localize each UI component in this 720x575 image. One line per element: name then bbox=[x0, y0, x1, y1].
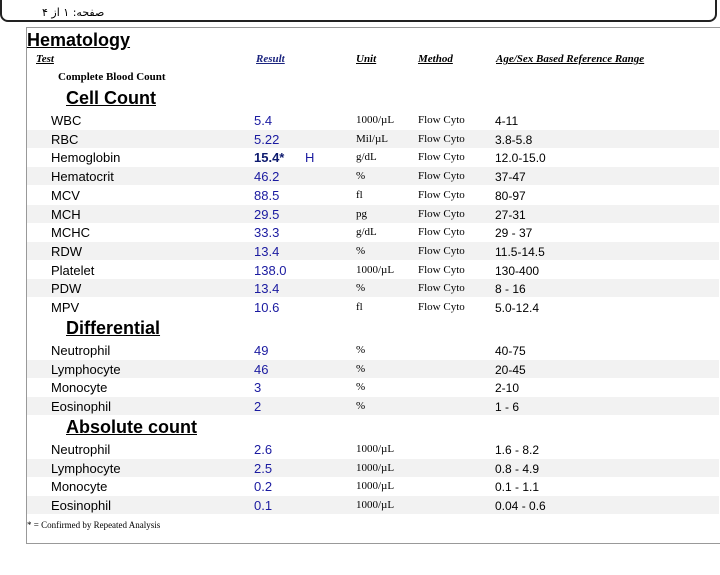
test-result: 5.4 bbox=[254, 113, 273, 128]
table-row bbox=[27, 459, 719, 477]
test-unit: 1000/µL bbox=[356, 114, 395, 126]
test-unit: fl bbox=[356, 188, 363, 201]
test-result: 2.5 bbox=[254, 460, 273, 476]
test-name: WBC bbox=[51, 113, 82, 128]
test-result: 49 bbox=[254, 343, 269, 358]
test-method: Flow Cyto bbox=[418, 226, 465, 239]
test-name: Monocyte bbox=[51, 479, 108, 495]
test-name: Hematocrit bbox=[51, 169, 114, 185]
test-unit: fl bbox=[356, 301, 363, 313]
reference-range: 29 - 37 bbox=[495, 226, 533, 241]
reference-range: 27-31 bbox=[495, 207, 526, 222]
reference-range: 40-75 bbox=[495, 344, 526, 358]
test-method: Flow Cyto bbox=[418, 301, 465, 313]
test-result: 10.6 bbox=[254, 300, 280, 315]
test-unit: % bbox=[356, 282, 366, 295]
table-row bbox=[27, 167, 719, 185]
table-row bbox=[27, 496, 719, 514]
abnormal-flag: H bbox=[305, 150, 315, 166]
test-unit: % bbox=[356, 400, 366, 413]
table-row bbox=[27, 242, 719, 260]
test-name: Eosinophil bbox=[51, 399, 111, 415]
test-result: 0.1 bbox=[254, 498, 273, 514]
reference-range: 2-10 bbox=[495, 381, 520, 396]
test-unit: % bbox=[356, 344, 366, 356]
test-result: 88.5 bbox=[254, 187, 280, 203]
table-row bbox=[27, 261, 719, 279]
table-row bbox=[27, 205, 719, 223]
section-heading: Cell Count bbox=[66, 88, 156, 108]
test-name: Hemoglobin bbox=[51, 150, 121, 166]
test-unit: 1000/µL bbox=[356, 480, 395, 493]
reference-range: 0.8 - 4.9 bbox=[495, 461, 540, 476]
table-row bbox=[27, 298, 719, 316]
header-method: Method bbox=[418, 53, 453, 65]
test-method: Flow Cyto bbox=[418, 132, 465, 145]
test-method: Flow Cyto bbox=[418, 282, 465, 295]
header-unit: Unit bbox=[356, 53, 377, 65]
table-row bbox=[27, 440, 719, 458]
test-unit: % bbox=[356, 244, 366, 257]
table-row bbox=[27, 397, 719, 415]
test-result: 138.0 bbox=[254, 262, 287, 278]
table-row bbox=[27, 360, 719, 378]
reference-range: 80-97 bbox=[495, 188, 526, 203]
test-name: Lymphocyte bbox=[51, 361, 121, 377]
reference-range: 8 - 16 bbox=[495, 282, 526, 297]
test-name: RBC bbox=[51, 131, 79, 147]
section-heading: Absolute count bbox=[66, 417, 197, 437]
test-result: 46.2 bbox=[254, 169, 280, 185]
report-title: Hematology bbox=[27, 30, 131, 50]
table-row bbox=[27, 477, 719, 495]
test-name: RDW bbox=[51, 243, 83, 259]
reference-range: 5.0-12.4 bbox=[495, 301, 540, 315]
table-row bbox=[27, 279, 719, 297]
section-heading: Differential bbox=[66, 318, 161, 338]
test-result: 13.4 bbox=[254, 281, 280, 297]
reference-range: 37-47 bbox=[495, 170, 526, 185]
test-result: 29.5 bbox=[254, 206, 280, 222]
table-row bbox=[27, 223, 719, 241]
panel-name: Complete Blood Count bbox=[58, 71, 166, 83]
test-method: Flow Cyto bbox=[418, 170, 465, 183]
test-method: Flow Cyto bbox=[418, 207, 465, 220]
test-name: MCHC bbox=[51, 225, 90, 241]
top-frame bbox=[0, 0, 717, 22]
reference-range: 1 - 6 bbox=[495, 400, 520, 415]
table-row bbox=[27, 186, 719, 204]
test-unit: 1000/µL bbox=[356, 443, 395, 455]
test-result: 3 bbox=[254, 380, 262, 396]
test-unit: % bbox=[356, 362, 366, 375]
test-unit: Mil/µL bbox=[356, 132, 389, 145]
test-unit: 1000/µL bbox=[356, 499, 395, 512]
table-row bbox=[27, 378, 719, 396]
test-method: Flow Cyto bbox=[418, 151, 465, 164]
reference-range: 20-45 bbox=[495, 362, 526, 377]
test-name: MCV bbox=[51, 187, 80, 203]
header-result: Result bbox=[256, 53, 285, 65]
header-reference-range: Age/Sex Based Reference Range bbox=[496, 53, 645, 65]
test-name: MPV bbox=[51, 300, 80, 315]
test-name: Neutrophil bbox=[51, 442, 111, 457]
test-name: MCH bbox=[51, 206, 81, 222]
table-row bbox=[27, 341, 719, 359]
reference-range: 130-400 bbox=[495, 263, 540, 278]
test-unit: % bbox=[356, 170, 366, 183]
test-method: Flow Cyto bbox=[418, 244, 465, 257]
test-result: 2 bbox=[254, 399, 262, 415]
test-unit: g/dL bbox=[356, 226, 377, 239]
test-name: Neutrophil bbox=[51, 343, 111, 358]
test-result: 46 bbox=[254, 361, 269, 377]
test-result: 0.2 bbox=[254, 479, 273, 495]
reference-range: 11.5-14.5 bbox=[495, 244, 545, 259]
test-name: Lymphocyte bbox=[51, 460, 121, 476]
test-unit: 1000/µL bbox=[356, 461, 395, 474]
test-method: Flow Cyto bbox=[418, 188, 465, 201]
test-unit: % bbox=[356, 381, 366, 394]
test-result: 13.4 bbox=[254, 243, 280, 259]
test-name: Platelet bbox=[51, 262, 95, 278]
table-row bbox=[27, 130, 719, 148]
reference-range: 12.0-15.0 bbox=[495, 151, 546, 166]
test-result: 15.4* bbox=[254, 150, 285, 166]
test-unit: 1000/µL bbox=[356, 263, 395, 276]
table-row bbox=[27, 148, 719, 166]
test-name: Eosinophil bbox=[51, 498, 111, 514]
reference-range: 4-11 bbox=[495, 114, 519, 128]
reference-range: 1.6 - 8.2 bbox=[495, 443, 540, 457]
reference-range: 0.1 - 1.1 bbox=[495, 480, 540, 495]
test-unit: g/dL bbox=[356, 151, 377, 164]
test-unit: pg bbox=[356, 207, 367, 220]
test-name: Monocyte bbox=[51, 380, 108, 396]
reference-range: 0.04 - 0.6 bbox=[495, 499, 546, 514]
test-result: 2.6 bbox=[254, 442, 273, 457]
header-test: Test bbox=[36, 53, 54, 65]
page-number: صفحه: ۱ از ۴ bbox=[42, 6, 105, 19]
table-row bbox=[27, 111, 719, 129]
footnote: * = Confirmed by Repeated Analysis bbox=[27, 520, 161, 530]
reference-range: 3.8-5.8 bbox=[495, 132, 533, 147]
test-method: Flow Cyto bbox=[418, 114, 465, 126]
test-name: PDW bbox=[51, 281, 82, 297]
test-method: Flow Cyto bbox=[418, 263, 465, 276]
test-result: 33.3 bbox=[254, 225, 280, 241]
test-result: 5.22 bbox=[254, 131, 280, 147]
